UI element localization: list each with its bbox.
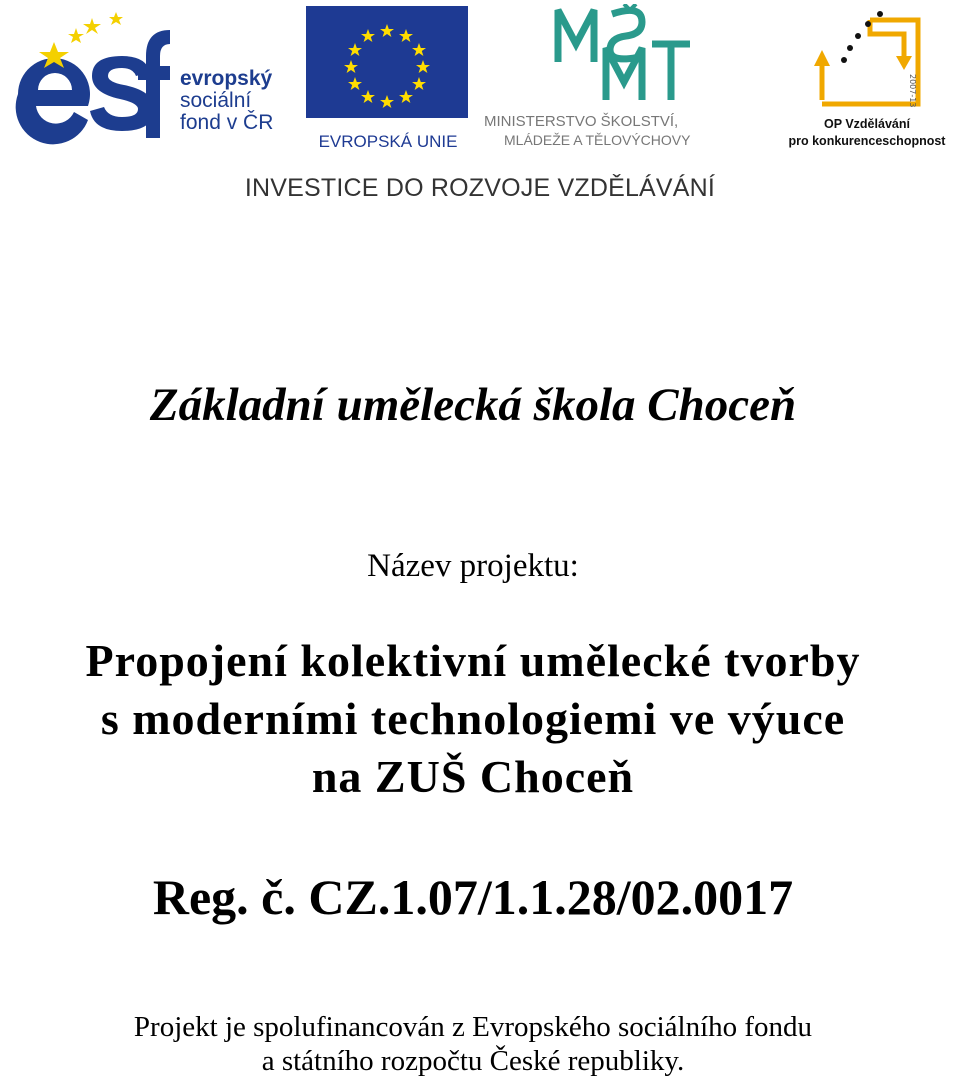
esf-line-3: fond v ČR bbox=[180, 111, 274, 134]
msmt-line-2: MLÁDEŽE A TĚLOVÝCHOVY bbox=[504, 132, 691, 148]
msmt-line-1: MINISTERSTVO ŠKOLSTVÍ, bbox=[484, 113, 679, 130]
op-years: 2007-13 bbox=[908, 74, 917, 108]
op-line-2: pro konkurenceschopnost bbox=[788, 134, 946, 148]
funding-note bbox=[0, 1010, 946, 1078]
eu-logo bbox=[306, 6, 470, 156]
esf-mark-icon bbox=[14, 6, 172, 148]
project-title-line-2: s moderními technologiemi ve výuce bbox=[100, 693, 846, 744]
op-line-1: OP Vzdělávání bbox=[824, 117, 910, 131]
project-title-line-1: Propojení kolektivní umělecké tvorby bbox=[85, 635, 861, 686]
esf-logo bbox=[14, 6, 294, 156]
school-name: Základní umělecká škola Choceň bbox=[149, 379, 797, 431]
op-caption bbox=[774, 116, 960, 150]
project-label: Název projektu: bbox=[367, 548, 579, 584]
op-mark-icon bbox=[810, 4, 930, 114]
msmt-mark-icon bbox=[554, 4, 694, 104]
registration-number: Reg. č. CZ.1.07/1.1.28/02.0017 bbox=[152, 869, 794, 925]
funding-note-line-1: Projekt je spolufinancován z Evropského sociálního fondu bbox=[133, 1011, 813, 1043]
esf-caption bbox=[180, 68, 273, 134]
project-title-line-3: na ZUŠ Choceň bbox=[311, 751, 635, 802]
eu-caption: EVROPSKÁ UNIE bbox=[318, 132, 458, 151]
eu-flag-icon bbox=[306, 6, 468, 118]
msmt-caption bbox=[484, 112, 764, 150]
project-title bbox=[0, 632, 946, 806]
op-logo bbox=[774, 4, 960, 154]
esf-line-2: sociální bbox=[180, 89, 252, 112]
msmt-logo bbox=[484, 4, 764, 154]
esf-line-1: evropský bbox=[180, 67, 273, 90]
funding-note-line-2: a státního rozpočtu České republiky. bbox=[261, 1045, 685, 1077]
banner-investice: INVESTICE DO ROZVOJE VZDĚLÁVÁNÍ bbox=[244, 174, 716, 202]
